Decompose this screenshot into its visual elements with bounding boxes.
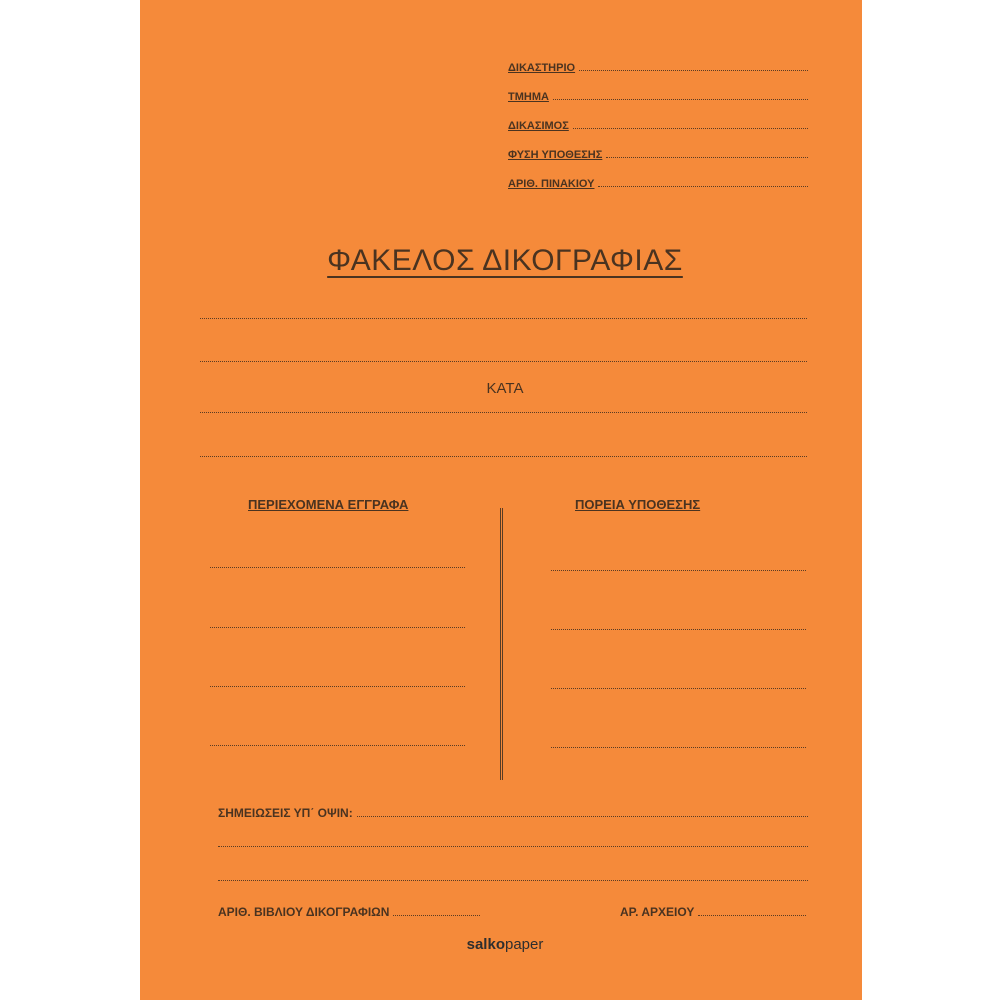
notes-line-3[interactable] <box>218 880 808 881</box>
folder-title: ΦΑΚΕΛΟΣ ΔΙΚΟΓΡΑΦΙΑΣ <box>327 244 683 277</box>
case-nature-label: ΦΥΣΗ ΥΠΟΘΕΣΗΣ <box>508 149 603 161</box>
archive-number-field[interactable] <box>620 903 806 919</box>
hearing-date-dotted-line <box>573 128 808 129</box>
docket-number-field[interactable] <box>508 174 808 190</box>
book-number-label: ΑΡΙΘ. ΒΙΒΛΙΟΥ ΔΙΚΟΓΡΑΦΙΩΝ <box>218 905 390 919</box>
versus-label: ΚΑΤΑ <box>486 380 524 397</box>
progress-line-4[interactable] <box>551 747 806 748</box>
book-number-field[interactable] <box>218 903 480 919</box>
notes-dotted-line <box>357 816 808 817</box>
archive-number-label: ΑΡ. ΑΡΧΕΙΟΥ <box>620 905 695 919</box>
progress-line-3[interactable] <box>551 688 806 689</box>
court-field[interactable] <box>508 58 808 74</box>
notes-label: ΣΗΜΕΙΩΣΕΙΣ ΥΠ΄ ΟΨΙΝ: <box>218 806 353 820</box>
case-nature-dotted-line <box>606 157 808 158</box>
contents-heading: ΠΕΡΙΕΧΟΜΕΝΑ ΕΓΓΡΑΦΑ <box>248 497 409 512</box>
department-field[interactable] <box>508 87 808 103</box>
contents-line-1[interactable] <box>210 567 465 568</box>
progress-line-1[interactable] <box>551 570 806 571</box>
hearing-date-label: ΔΙΚΑΣΙΜΟΣ <box>508 120 569 132</box>
party-line-3[interactable] <box>200 412 807 413</box>
archive-number-dotted-line <box>698 915 806 916</box>
contents-line-2[interactable] <box>210 627 465 628</box>
court-dotted-line <box>579 70 808 71</box>
book-number-dotted-line <box>393 915 480 916</box>
docket-number-dotted-line <box>598 186 808 187</box>
notes-field[interactable] <box>218 804 808 820</box>
department-label: ΤΜΗΜΑ <box>508 91 549 103</box>
docket-number-label: ΑΡΙΘ. ΠΙΝΑΚΙΟΥ <box>508 178 595 190</box>
column-divider <box>500 508 503 780</box>
party-line-1[interactable] <box>200 318 807 319</box>
brand-logo <box>450 936 560 953</box>
case-nature-field[interactable] <box>508 145 808 161</box>
case-progress-heading: ΠΟΡΕΙΑ ΥΠΟΘΕΣΗΣ <box>575 497 701 512</box>
brand-regular: paper <box>504 936 544 953</box>
court-label: ΔΙΚΑΣΤΗΡΙΟ <box>508 62 576 74</box>
party-line-4[interactable] <box>200 456 807 457</box>
department-dotted-line <box>553 99 808 100</box>
brand-bold: salko <box>466 936 505 953</box>
contents-line-4[interactable] <box>210 745 465 746</box>
notes-line-2[interactable] <box>218 846 808 847</box>
progress-line-2[interactable] <box>551 629 806 630</box>
contents-line-3[interactable] <box>210 686 465 687</box>
party-line-2[interactable] <box>200 361 807 362</box>
hearing-date-field[interactable] <box>508 116 808 132</box>
